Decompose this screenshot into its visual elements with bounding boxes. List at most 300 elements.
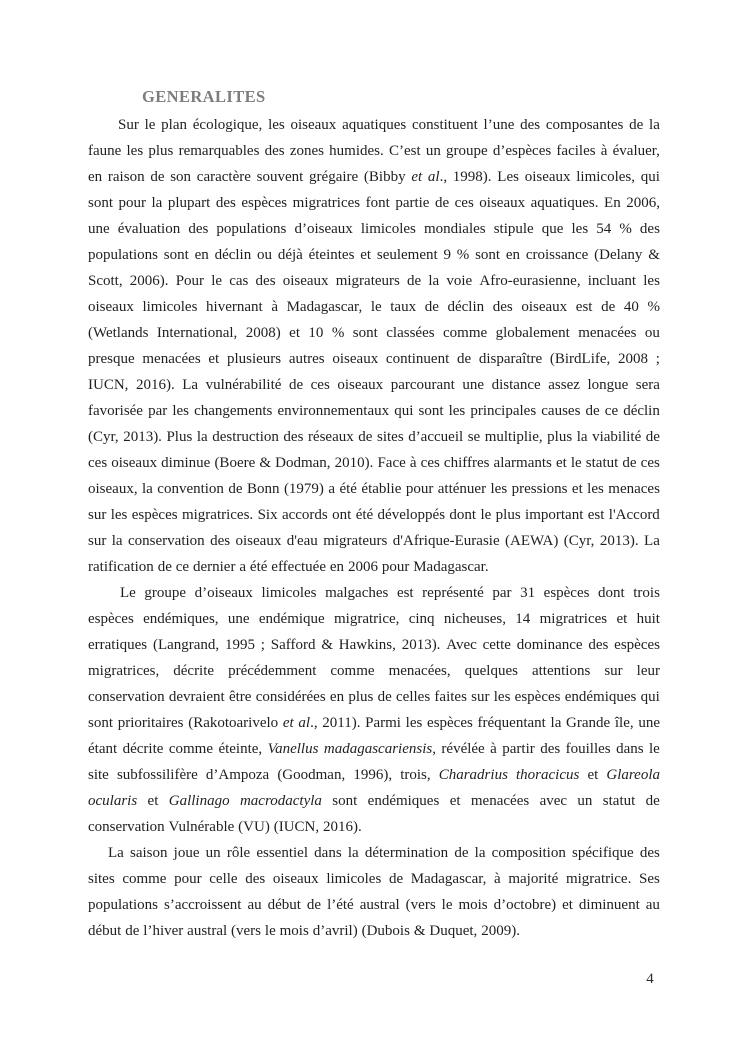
word: 54 — [596, 220, 612, 237]
word: Ses — [638, 870, 660, 887]
word: les — [405, 714, 423, 731]
word: une — [88, 220, 110, 237]
word: attentions — [531, 662, 591, 679]
word: causes — [541, 402, 581, 419]
word: faune — [88, 142, 122, 159]
word: site — [88, 766, 109, 783]
word: constituent — [411, 116, 478, 133]
word: oiseaux, — [88, 480, 138, 497]
word: en — [505, 246, 521, 263]
word: 2013). — [123, 428, 162, 445]
word: Scott, — [88, 272, 123, 289]
word: sont — [352, 324, 378, 341]
word: essentiel — [256, 844, 308, 861]
word: révélée — [441, 740, 485, 757]
word: été — [339, 480, 357, 497]
word: déclin — [214, 246, 252, 263]
word: Dodman, — [275, 454, 331, 471]
word: conservation — [88, 688, 165, 705]
word: thoracicus — [516, 766, 580, 783]
word: début — [88, 922, 122, 939]
word: et — [208, 350, 220, 367]
word: prioritaires — [117, 714, 184, 731]
word: une — [638, 714, 660, 731]
word: de — [358, 428, 373, 445]
word: et — [282, 714, 294, 731]
word: subfossilifère — [116, 766, 198, 783]
word: leur — [636, 662, 660, 679]
word: La — [644, 532, 660, 549]
word: se — [467, 428, 481, 445]
word: les — [571, 220, 589, 237]
text-line — [88, 554, 660, 580]
word: 9 — [443, 246, 451, 263]
word: la — [151, 194, 163, 211]
word: migratrice. — [565, 870, 632, 887]
word: 2013). — [401, 636, 441, 653]
word: qui — [640, 688, 660, 705]
word: Madagascar, — [410, 870, 487, 887]
word: les — [587, 480, 604, 497]
text-line — [88, 450, 660, 476]
word: ou — [257, 246, 273, 263]
word: établie — [361, 480, 402, 497]
word: autres — [288, 350, 325, 367]
word: Face — [377, 454, 406, 471]
word: le — [211, 272, 223, 289]
text-line — [88, 814, 660, 840]
word: et — [360, 246, 372, 263]
word: sera — [635, 376, 660, 393]
word: des — [210, 532, 231, 549]
word: sont — [418, 402, 444, 419]
word: s’accroissent — [163, 896, 242, 913]
word: des — [283, 428, 304, 445]
word: en — [329, 558, 345, 575]
word: effectuée — [271, 558, 326, 575]
word: d’octobre) — [493, 896, 557, 913]
word: de — [228, 480, 243, 497]
word: oiseaux — [332, 350, 379, 367]
word: Madagascar. — [413, 558, 489, 575]
text-line — [88, 242, 660, 268]
word: l’hiver — [143, 922, 184, 939]
word: (Rakotoarivelo — [188, 714, 279, 731]
word: Parmi — [365, 714, 401, 731]
word: 2009). — [481, 922, 520, 939]
word: hivernant — [206, 298, 263, 315]
text-line — [88, 476, 660, 502]
word: évaluer, — [612, 142, 660, 159]
word: que — [541, 220, 564, 237]
word: plupart — [167, 194, 211, 211]
word: dans — [616, 740, 644, 757]
word: et — [449, 792, 461, 809]
word: 2008 — [618, 350, 649, 367]
word: de — [288, 376, 304, 393]
word: le — [480, 506, 492, 523]
text-line — [88, 398, 660, 424]
word: d’accueil — [408, 428, 464, 445]
word: dont — [598, 584, 625, 601]
word: les — [172, 402, 189, 419]
word: le — [370, 298, 382, 315]
word: groupe — [446, 142, 488, 159]
text-line — [88, 632, 660, 658]
word: éteinte, — [218, 740, 263, 757]
word: 2016). — [135, 376, 175, 393]
word: migrateurs — [335, 272, 400, 289]
word: oiseaux — [524, 168, 571, 185]
word: de — [388, 870, 404, 887]
word: Hawkins, — [338, 636, 396, 653]
word: migrateurs — [323, 532, 388, 549]
word: de — [150, 168, 165, 185]
word: limicoles — [261, 584, 317, 601]
word: de — [125, 922, 140, 939]
word: presque — [88, 350, 135, 367]
word: être — [228, 688, 252, 705]
word: des — [639, 220, 660, 237]
word: migratrices — [292, 194, 361, 211]
word: endémiques, — [143, 610, 219, 627]
text-line — [88, 164, 660, 190]
word: chiffres — [443, 454, 490, 471]
word: Safford — [270, 636, 316, 653]
word: et — [571, 480, 583, 497]
word: composantes — [545, 116, 624, 133]
word: de — [585, 402, 600, 419]
word: (VU) — [238, 818, 270, 835]
word: disparaître — [478, 350, 543, 367]
word: 2011). — [322, 714, 361, 731]
word: de — [424, 298, 439, 315]
word: malgaches — [325, 584, 389, 601]
word: les — [126, 142, 144, 159]
word: la — [111, 532, 123, 549]
paragraph — [88, 580, 660, 840]
word: à — [490, 740, 497, 757]
text-line — [88, 710, 660, 736]
word: Vulnérable — [168, 818, 235, 835]
word: ont — [332, 506, 352, 523]
word: statut — [585, 454, 619, 471]
word: limicoles — [360, 220, 416, 237]
word: la — [550, 714, 562, 731]
word: sites — [376, 428, 404, 445]
word: considérées — [255, 688, 326, 705]
word: La — [108, 844, 124, 861]
word: par — [492, 584, 512, 601]
word: représenté — [422, 584, 484, 601]
word: pour — [174, 870, 202, 887]
word: décrite — [173, 662, 215, 679]
word: des — [245, 870, 266, 887]
word: limicoles, — [576, 168, 635, 185]
word: précédemment — [228, 662, 317, 679]
word: les — [493, 688, 511, 705]
word: espèces — [88, 610, 134, 627]
word: comme — [330, 662, 375, 679]
word: (Delany — [594, 246, 643, 263]
word: (Langrand, — [152, 636, 220, 653]
word: 40 — [623, 298, 639, 315]
word: espèces — [543, 584, 590, 601]
word: menaces — [608, 480, 660, 497]
word: migratrices. — [181, 506, 254, 523]
word: d'Afrique-Eurasie — [392, 532, 500, 549]
word: raison — [107, 168, 145, 185]
word: C’est — [388, 142, 421, 159]
word: populations — [88, 246, 158, 263]
text-line — [88, 138, 660, 164]
text-line — [88, 840, 660, 866]
word: la — [576, 428, 588, 445]
word: ces — [310, 376, 330, 393]
word: & — [321, 636, 333, 653]
word: sont — [88, 714, 114, 731]
word: globalement — [495, 324, 570, 341]
word: d’oiseaux — [194, 584, 253, 601]
word: des — [520, 116, 541, 133]
word: font — [365, 194, 390, 211]
text-line — [88, 424, 660, 450]
word: (vers — [231, 922, 262, 939]
word: 2013). — [599, 532, 639, 549]
word: austral — [187, 922, 228, 939]
word: des — [215, 194, 236, 211]
word: le — [264, 922, 276, 939]
word: plus — [495, 506, 521, 523]
word: celles — [396, 688, 431, 705]
word: sur — [88, 506, 107, 523]
word: sont — [163, 246, 189, 263]
word: qui — [394, 402, 414, 419]
word: continuent — [385, 350, 450, 367]
word: 1995 — [224, 636, 255, 653]
text-line — [88, 320, 660, 346]
word: grégaire — [309, 168, 359, 185]
word: un — [425, 142, 441, 159]
word: la — [428, 272, 440, 289]
word: longue — [587, 376, 629, 393]
word: (AEWA) — [505, 532, 559, 549]
word: Madagascar, — [286, 298, 363, 315]
word: endémiques — [564, 688, 637, 705]
word: et — [587, 766, 599, 783]
word: de — [306, 896, 322, 913]
text-line — [88, 788, 660, 814]
word: oiseaux — [290, 116, 337, 133]
word: menacées — [578, 324, 637, 341]
word: oiseaux — [282, 272, 329, 289]
text-line — [88, 866, 660, 892]
word: plus — [148, 142, 174, 159]
word: oiseaux — [521, 298, 568, 315]
text-line — [88, 606, 660, 632]
word: cas — [229, 272, 249, 289]
word: classées — [386, 324, 435, 341]
word: l’une — [483, 116, 515, 133]
text-line — [88, 762, 660, 788]
word: Avec — [446, 636, 477, 653]
word: plus — [547, 428, 573, 445]
word: étant — [88, 740, 118, 757]
word: le — [144, 116, 156, 133]
word: au — [645, 896, 660, 913]
text-line — [88, 268, 660, 294]
word: endémique — [258, 610, 325, 627]
word: assez — [548, 376, 580, 393]
word: austral — [359, 896, 400, 913]
word: oiseaux — [111, 454, 158, 471]
word: zones — [289, 142, 324, 159]
word: ou — [644, 324, 660, 341]
word: voie — [446, 272, 473, 289]
word: parcourant — [390, 376, 455, 393]
word: pressions — [511, 480, 568, 497]
word: ces — [454, 194, 474, 211]
word: ; — [655, 350, 660, 367]
word: aquatiques. — [530, 194, 599, 211]
word: % — [331, 324, 345, 341]
word: les — [490, 480, 508, 497]
word: limicoles — [326, 870, 382, 887]
word: humides. — [329, 142, 384, 159]
word: les — [110, 506, 128, 523]
word: (Cyr, — [88, 428, 119, 445]
word: des — [255, 272, 276, 289]
word: important — [525, 506, 584, 523]
text-line — [88, 684, 660, 710]
text-line — [88, 528, 660, 554]
word: trois — [633, 584, 660, 601]
word: environnementaux — [277, 402, 390, 419]
word: espèces — [427, 714, 473, 731]
word: saison — [130, 844, 168, 861]
text-line — [88, 190, 660, 216]
word: île, — [614, 714, 634, 731]
word: dans — [314, 844, 342, 861]
word: de — [629, 116, 644, 133]
word: été — [249, 558, 268, 575]
word: des — [540, 740, 561, 757]
text-line — [88, 580, 660, 606]
word: d’oiseaux — [294, 220, 353, 237]
word: plan — [161, 116, 187, 133]
word: fouilles — [565, 740, 611, 757]
word: 2008) — [245, 324, 281, 341]
word: destruction — [212, 428, 279, 445]
word: taux — [390, 298, 417, 315]
word: diminue — [161, 454, 211, 471]
text-line — [88, 372, 660, 398]
word: le — [649, 740, 660, 757]
word: Bonn — [246, 480, 280, 497]
word: de — [601, 298, 616, 315]
word: migratrices — [539, 610, 608, 627]
word: 1998). — [452, 168, 492, 185]
word: espèces — [131, 506, 178, 523]
word: Les — [497, 168, 519, 185]
word: espèces — [614, 636, 660, 653]
word: composition — [491, 844, 566, 861]
word: stipule — [493, 220, 534, 237]
word: des — [492, 298, 513, 315]
word: (IUCN, — [273, 818, 320, 835]
word: le — [441, 896, 453, 913]
word: % — [619, 220, 632, 237]
word: Pour — [175, 272, 205, 289]
word: distance — [491, 376, 541, 393]
word: & — [413, 922, 426, 939]
word: d’Ampoza — [205, 766, 270, 783]
word: al., — [427, 168, 448, 185]
word: devraient — [168, 688, 225, 705]
word: réseaux — [307, 428, 354, 445]
word: (Bibby — [363, 168, 406, 185]
word: des — [588, 636, 609, 653]
word: (Cyr, — [563, 532, 595, 549]
word: % — [456, 246, 470, 263]
word: Afro-eurasienne, — [479, 272, 581, 289]
word: 1996), — [353, 766, 393, 783]
word: 2016). — [323, 818, 362, 835]
text-line — [88, 918, 660, 944]
word: et — [147, 792, 159, 809]
text-line — [88, 658, 660, 684]
word: groupe — [144, 584, 187, 601]
page-number: 4 — [646, 971, 654, 987]
word: Gallinago — [168, 792, 230, 809]
word: (vers — [405, 896, 436, 913]
word: (BirdLife, — [549, 350, 611, 367]
word: à — [494, 870, 501, 887]
section-heading: GENERALITES — [142, 87, 266, 106]
word: évaluation — [117, 220, 181, 237]
word: menacées — [142, 350, 201, 367]
word: oiseaux — [272, 870, 319, 887]
word: Grande — [566, 714, 611, 731]
word: début — [267, 896, 301, 913]
word: populations — [216, 220, 287, 237]
word: mois — [458, 896, 488, 913]
word: En — [604, 194, 621, 211]
word: Duquet, — [429, 922, 478, 939]
word: le — [570, 454, 582, 471]
word: 2006). — [129, 272, 169, 289]
word: avec — [539, 792, 568, 809]
word: l’été — [327, 896, 354, 913]
word: Le — [120, 584, 136, 601]
word: atténuer — [437, 480, 487, 497]
paragraph — [88, 112, 660, 580]
word: et — [289, 324, 300, 341]
word: pour — [381, 558, 410, 575]
word: multiplie, — [484, 428, 543, 445]
word: changements — [194, 402, 273, 419]
word: & — [259, 454, 272, 471]
word: en — [88, 168, 103, 185]
word: (1979) — [283, 480, 324, 497]
word: plus — [348, 688, 374, 705]
word: menacées — [470, 792, 530, 809]
word: sites — [88, 870, 115, 887]
word: de — [434, 194, 450, 211]
word: la — [474, 844, 486, 861]
word: Six — [257, 506, 278, 523]
word: la — [347, 844, 359, 861]
